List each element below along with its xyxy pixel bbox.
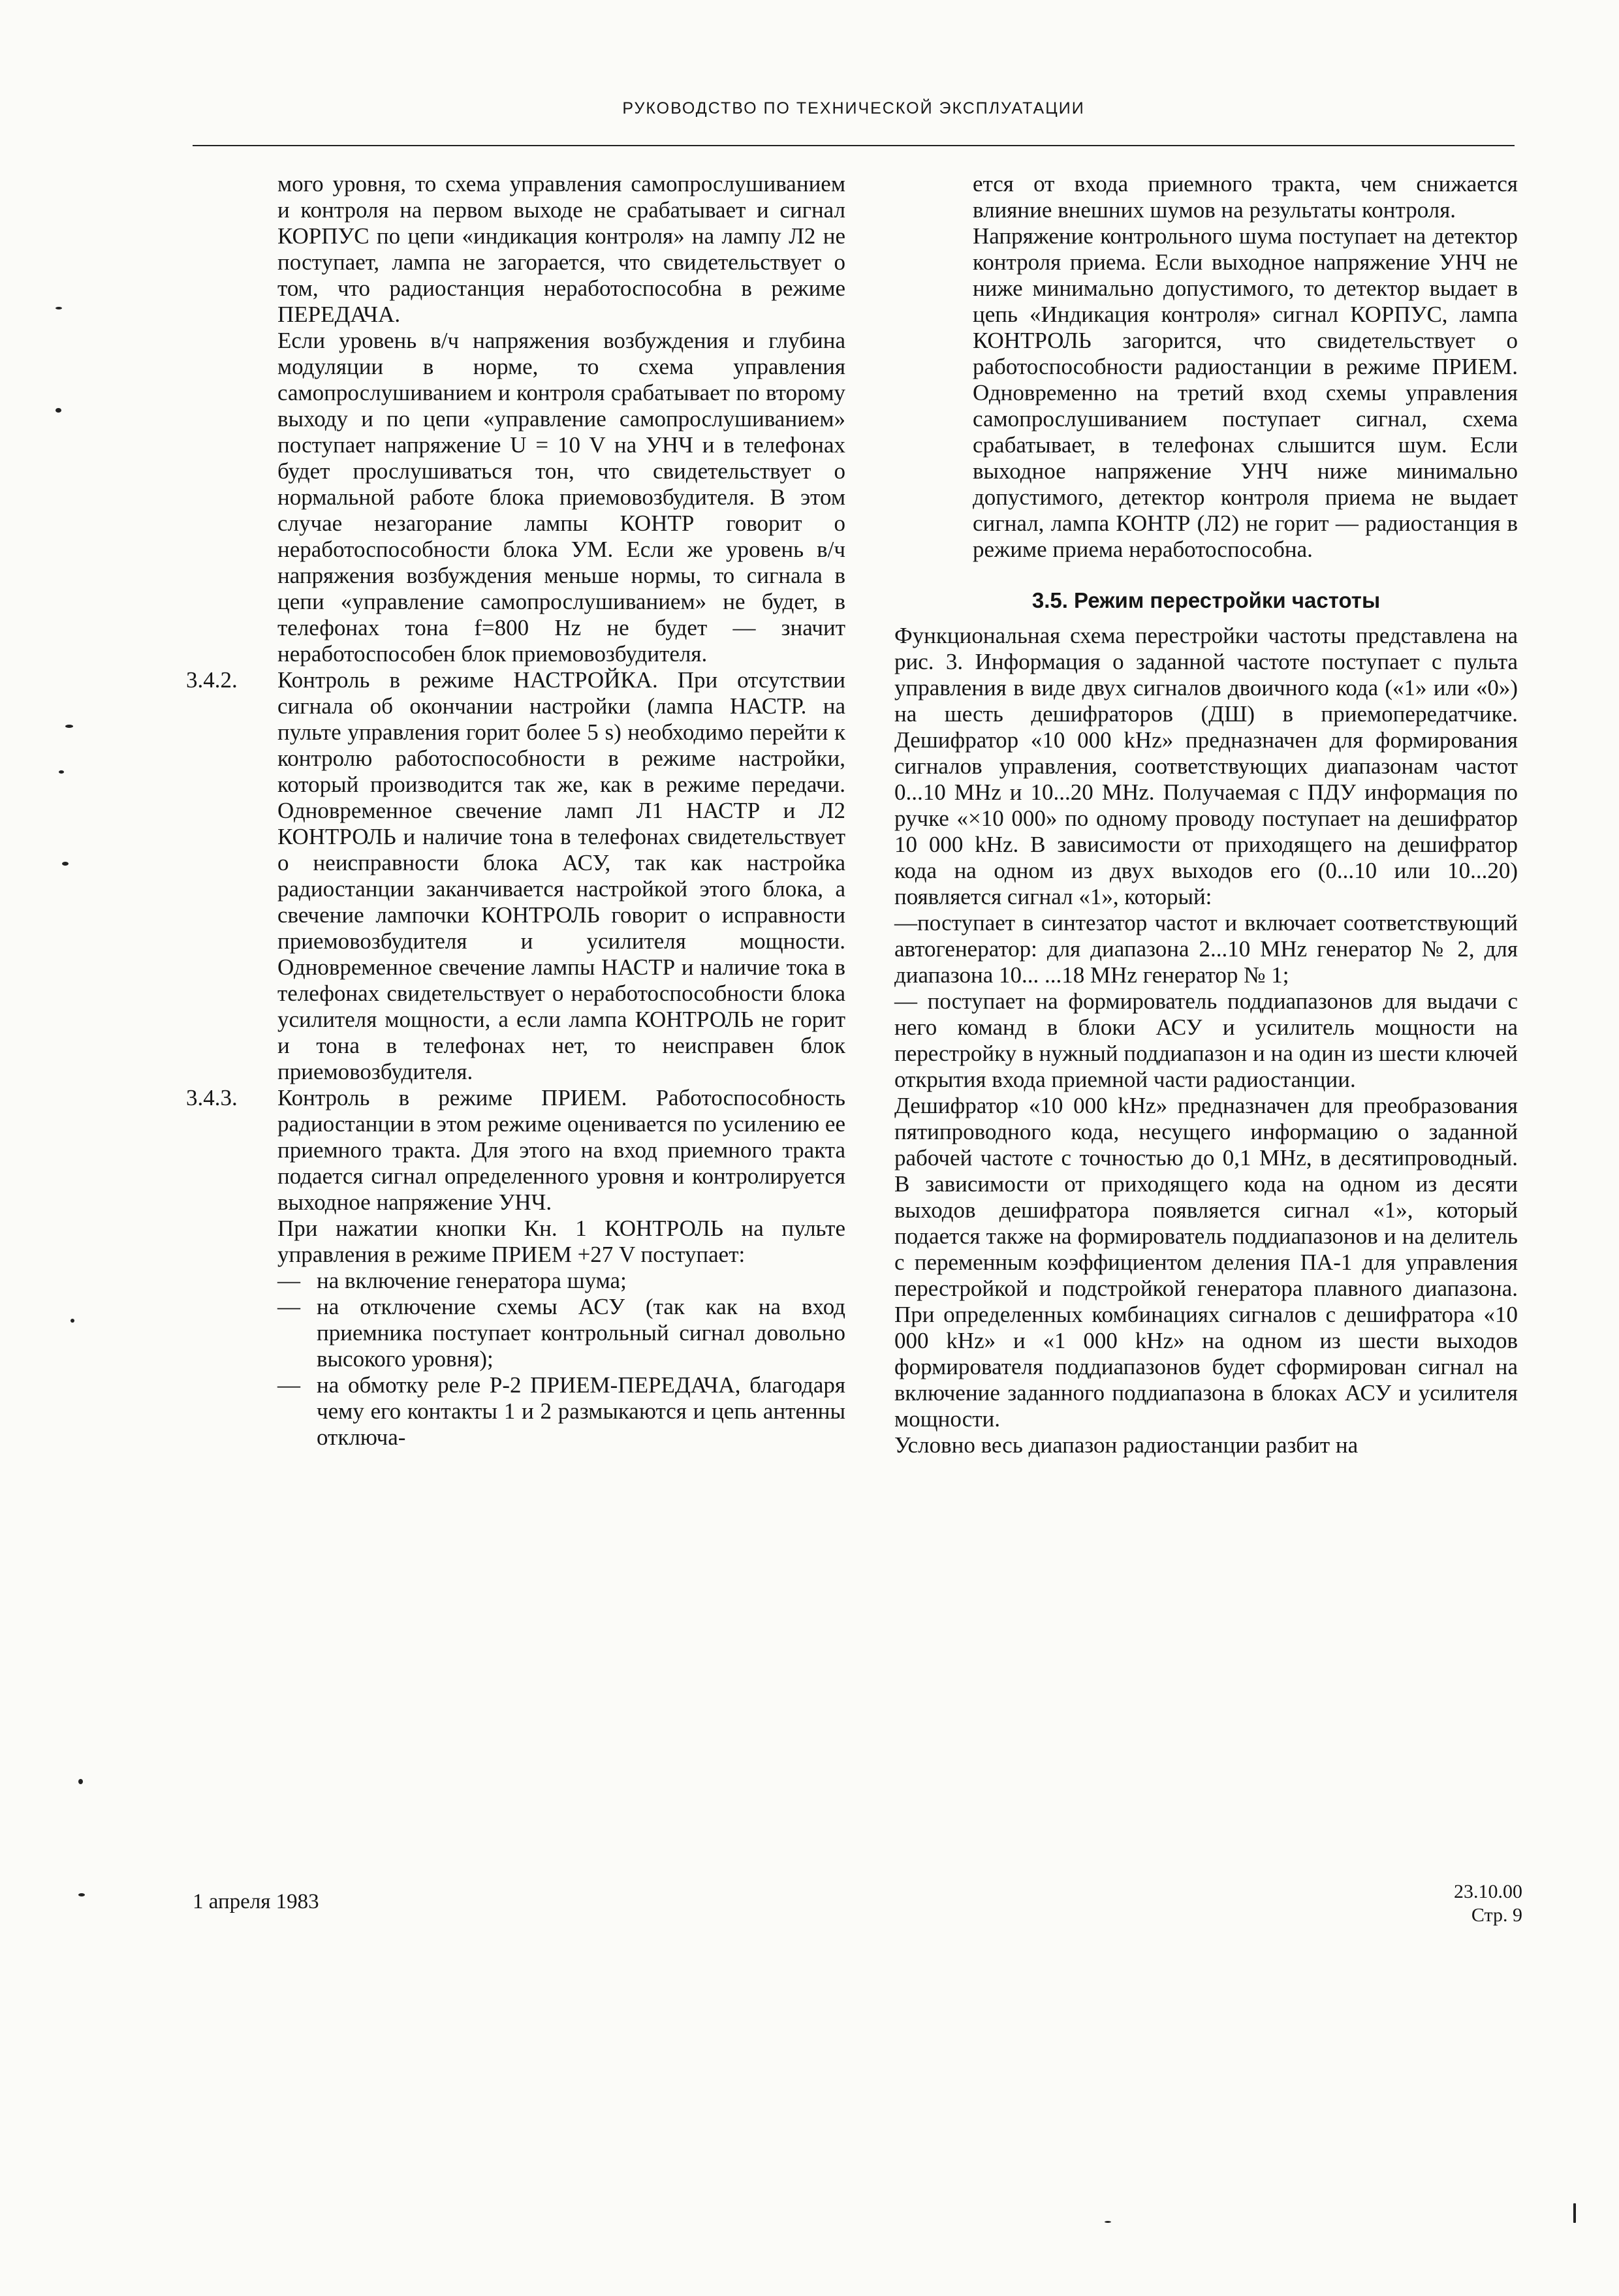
- section-heading-3-5: 3.5. Режим перестройки частоты: [1031, 588, 1381, 612]
- scan-speck: [71, 1319, 74, 1323]
- scan-speck: [1573, 2203, 1576, 2223]
- list-item-text: на включение генератора шума;: [317, 1268, 627, 1293]
- section-number: 3.4.2.: [186, 667, 238, 693]
- paragraph: мого уровня, то схема управления самопрослушиванием и контроля на первом выходе не срабатывает и сигнал КОРПУС по цепи «индикация контроля» на лампу Л2 не поступает, лампа не загорается, что свидетельствует о том, что радиостанция неработоспособна в режиме ПЕРЕДАЧА.: [277, 171, 845, 327]
- dash-mark: —: [277, 1372, 300, 1398]
- paragraph: Условно весь диапазон радиостанции разбит на: [894, 1432, 1359, 1458]
- scan-speck: [55, 307, 62, 309]
- list-item: [277, 1372, 845, 1451]
- right-column: [894, 171, 1518, 1458]
- scan-speck: [65, 725, 73, 728]
- scan-speck: [1105, 2221, 1111, 2223]
- scan-speck: [78, 1779, 83, 1784]
- footer-page-number: Стр. 9: [1471, 1904, 1522, 1926]
- page-header-title: РУКОВОДСТВО ПО ТЕХНИЧЕСКОЙ ЭКСПЛУАТАЦИИ: [622, 99, 1085, 118]
- list-item: [277, 1294, 845, 1372]
- scan-speck: [59, 770, 64, 774]
- paragraph: Контроль в режиме ПРИЕМ. Работоспособность радиостанции в этом режиме оценивается по усилению ее приемного тракта. Для этого на вход приемного тракта подается сигнал определенного уровня и контролируется выходное напряжение УНЧ.: [277, 1085, 845, 1215]
- footer-date-right: 23.10.00: [1454, 1881, 1522, 1902]
- dash-mark: —: [277, 1294, 300, 1319]
- section-3-4-2: [186, 667, 845, 1085]
- paragraph: —поступает в синтезатор частот и включает соответствующий автогенератор: для диапазона 2...10 MHz генератор № 2, для диапазона 10... ...18 MHz генератор № 1;: [894, 910, 1518, 988]
- scan-speck: [62, 862, 69, 866]
- scan-speck: [78, 1893, 85, 1896]
- section-3-4-3: [186, 1085, 845, 1451]
- footer-right: [1454, 1880, 1522, 1927]
- list-item: [277, 1268, 845, 1294]
- paragraph: Дешифратор «10 000 kHz» предназначен для преобразования пятипроводного кода, несущего информацию о заданной рабочей частоте с точностью до 0,1 MHz, в десятипроводный. В зависимости от приходящего кода на одном из десяти выходов дешифратора появляется сигнал «1», который подается также на формирователь поддиапазонов и на делитель с переменным коэффициентом деления ПА-1 для управления перестройкой и подстройкой генератора плавного диапазона. При определенных комбинациях сигналов с дешифратора «10 000 kHz» и «1 000 kHz» на одном из шести выходов формирователя поддиапазонов будет сформирован сигнал на включение заданного поддиапазона в блоках АСУ и усилителя мощности.: [894, 1093, 1518, 1432]
- section-number: 3.4.3.: [186, 1085, 238, 1110]
- paragraph: Контроль в режиме НАСТРОЙКА. При отсутствии сигнала об окончании настройки (лампа НАСТР. на пульте управления горит более 5 s) необходимо перейти к контролю работоспособности в режиме настройки, который производится так же, как в режиме передачи. Одновременное свечение ламп Л1 НАСТР и Л2 КОНТРОЛЬ и наличие тона в телефонах свидетельствует о неисправности блока АСУ, так как настройка радиостанции заканчивается настройкой этого блока, а свечение лампочки КОНТРОЛЬ говорит о исправности приемовозбудителя и усилителя мощности. Одновременное свечение лампы НАСТР и наличие тока в телефонах свидетельствует о неработоспособности блока усилителя мощности, а если лампа КОНТРОЛЬ не горит и тона в телефонах нет, то неисправен блок приемовозбудителя.: [277, 667, 845, 1084]
- left-column: [186, 171, 845, 1451]
- footer-date-left: 1 апреля 1983: [193, 1890, 319, 1913]
- scan-speck: [55, 408, 61, 413]
- header-rule: [193, 145, 1515, 146]
- list-item-text: на отключение схемы АСУ (так как на вход приемника поступает контрольный сигнал довольно высокого уровня);: [317, 1294, 845, 1372]
- paragraph: Напряжение контрольного шума поступает на детектор контроля приема. Если выходное напряжение УНЧ не ниже минимально допустимого, то детектор выдает в цепь «Индикация контроля» сигнал КОРПУС, лампа КОНТРОЛЬ загорится, что свидетельствует о работоспособности радиостанции в режиме ПРИЕМ. Одновременно на третий вход схемы управления самопрослушиванием поступает сигнал, схема срабатывает, в телефонах слышится шум. Если выходное напряжение УНЧ ниже минимально допустимого, детектор контроля приема не выдает сигнал, лампа КОНТР (Л2) не горит — радиостанция в режиме приема неработоспособна.: [973, 223, 1518, 562]
- paragraph: При нажатии кнопки Кн. 1 КОНТРОЛЬ на пульте управления в режиме ПРИЕМ +27 V поступает:: [277, 1216, 845, 1267]
- paragraph: Если уровень в/ч напряжения возбуждения и глубина модуляции в норме, то схема управления самопрослушиванием и контроля срабатывает по второму выходу и по цепи «управление самопрослушиванием» поступает напряжение U = 10 V на УНЧ и в телефонах будет прослушиваться тон, что свидетельствует о нормальной работе блока приемовозбудителя. В этом случае незагорание лампы КОНТР говорит о неработоспособности блока УМ. Если же уровень в/ч напряжения возбуждения меньше нормы, то сигнала в цепи «управление самопрослушиванием» не будет, в телефонах тона f=800 Hz не будет — значит неработоспособен блок приемовозбудителя.: [277, 328, 845, 667]
- paragraph: — поступает на формирователь поддиапазонов для выдачи с него команд в блоки АСУ и усилитель мощности на перестройку в нужный поддиапазон и на один из шести ключей открытия входа приемной части радиостанции.: [894, 988, 1518, 1092]
- list-item-text: на обмотку реле Р-2 ПРИЕМ-ПЕРЕДАЧА, благодаря чему его контакты 1 и 2 размыкаются и цепь антенны отключа-: [317, 1372, 845, 1450]
- paragraph: Функциональная схема перестройки частоты представлена на рис. 3. Информация о заданной частоте поступает с пульта управления в виде двух сигналов двоичного кода («1» или «0») на шесть дешифраторов (ДШ) в приемопередатчике. Дешифратор «10 000 kHz» предназначен для формирования сигналов управления, соответствующих диапазонам частот 0...10 MHz и 10...20 MHz. Получаемая с ПДУ информация по ручке «×10 000» по одному проводу поступает на дешифратор 10 000 kHz. В зависимости от приходящего на дешифратор кода на одном из двух выходов его (0...10 или 10...20) появляется сигнал «1», который:: [894, 623, 1518, 909]
- paragraph: ется от входа приемного тракта, чем снижается влияние внешних шумов на результаты контроля.: [973, 171, 1518, 223]
- dash-mark: —: [277, 1268, 300, 1293]
